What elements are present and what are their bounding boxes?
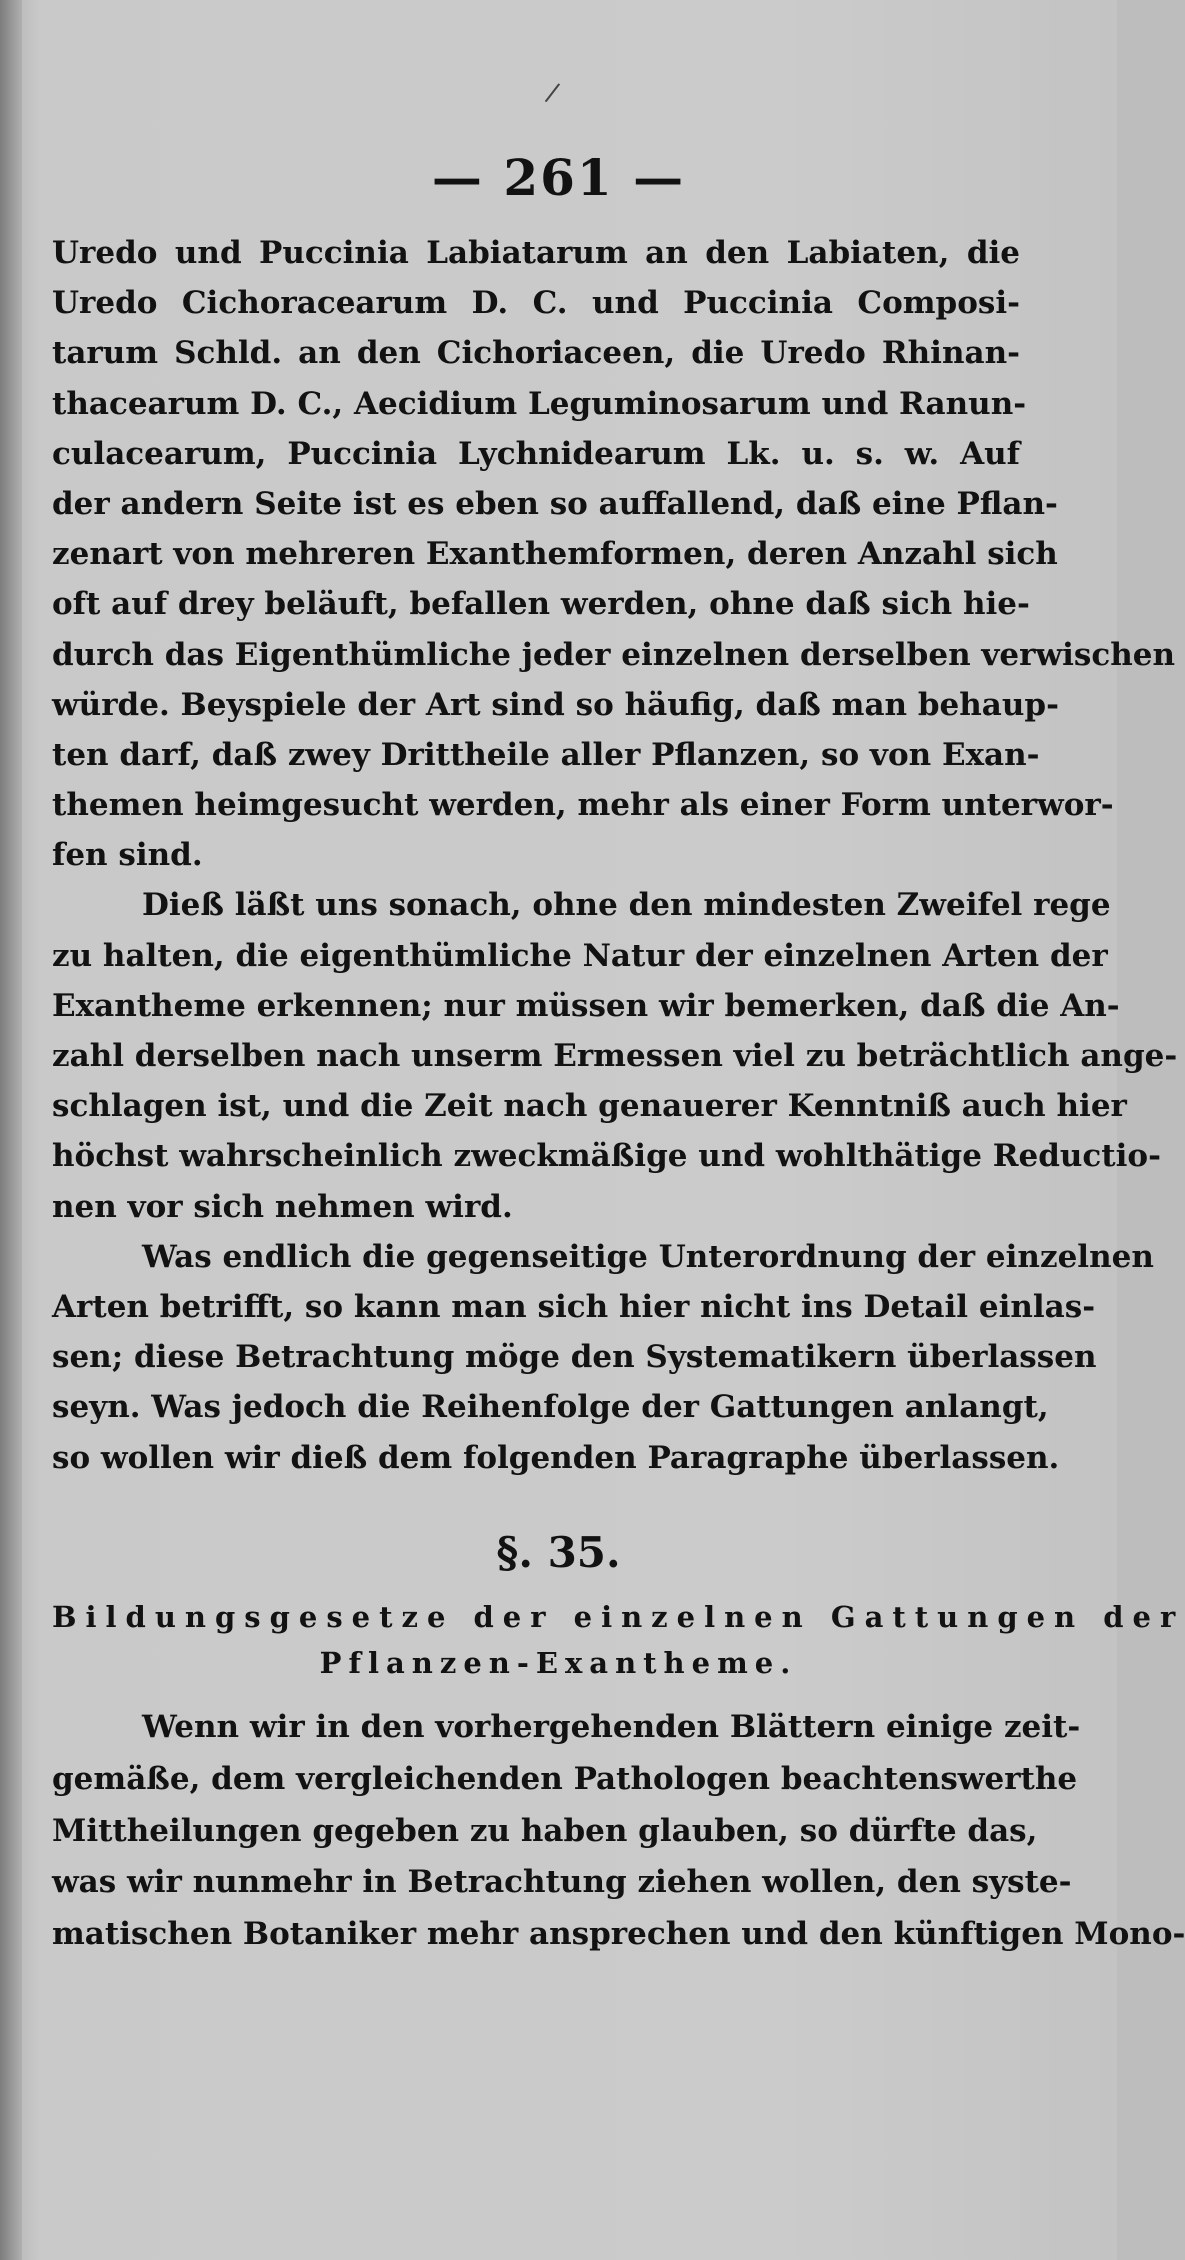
text-line: höchst wahrscheinlich zweckmäßige und wohlthätige Reductio-	[52, 1138, 1161, 1175]
stray-ink-mark: /	[543, 77, 562, 109]
text-line: oft auf drey beläuft, befallen werden, ohne daß sich hie-	[52, 586, 1030, 623]
text-line: fen sind.	[52, 837, 203, 874]
text-line: nen vor sich nehmen wird.	[52, 1188, 513, 1225]
text-line: Exantheme erkennen; nur müssen wir bemerken, daß die An-	[52, 987, 1120, 1024]
text-line: ten darf, daß zwey Drittheile aller Pflanzen, so von Exan-	[52, 736, 1040, 773]
text-line: zu halten, die eigenthümliche Natur der einzelnen Arten der	[52, 937, 1108, 974]
page-gutter-shadow	[0, 0, 22, 2260]
text-line: themen heimgesucht werden, mehr als einer Form unterwor-	[52, 787, 1114, 824]
page-number-header: — 261 —	[431, 148, 686, 207]
text-line: was wir nunmehr in Betrachtung ziehen wollen, den syste-	[52, 1864, 1072, 1901]
text-line: matischen Botaniker mehr ansprechen und den künftigen Mono-	[52, 1916, 1185, 1953]
text-line: so wollen wir dieß dem folgenden Paragraphe überlassen.	[52, 1439, 1060, 1476]
text-line: Uredo Cichoracearum D. C. und Puccinia Composi-	[52, 285, 1020, 322]
text-line: Wenn wir in den vorhergehenden Blättern einige zeit-	[142, 1709, 1081, 1745]
text-line: tarum Schld. an den Cichoriaceen, die Uredo Rhinan-	[52, 335, 1020, 372]
text-line: durch das Eigenthümliche jeder einzelnen derselben verwischen	[52, 636, 1176, 673]
text-line: Uredo und Puccinia Labiatarum an den Labiaten, die	[52, 235, 1020, 271]
text-line: seyn. Was jedoch die Reihenfolge der Gattungen anlangt,	[52, 1389, 1049, 1426]
text-line: Was endlich die gegenseitige Unterordnung der einzelnen	[142, 1238, 1154, 1275]
text-line: culacearum, Puccinia Lychnidearum Lk. u. s. w. Auf	[52, 435, 1020, 472]
text-line: Dieß läßt uns sonach, ohne den mindesten Zweifel rege	[142, 887, 1111, 924]
text-line: sen; diese Betrachtung möge den Systematikern überlassen	[52, 1339, 1097, 1376]
main-text-block	[52, 228, 1178, 1483]
text-line: der andern Seite ist es eben so auffallend, daß eine Pflan-	[52, 485, 1058, 522]
text-line: Arten betrifft, so kann man sich hier nicht ins Detail einlas-	[52, 1288, 1096, 1325]
text-line: würde. Beyspiele der Art sind so häufig, daß man behaup-	[52, 686, 1059, 723]
text-line: zahl derselben nach unserm Ermessen viel zu beträchtlich ange-	[52, 1038, 1178, 1074]
section-subtitle-line-1: Bildungsgesetze der einzelnen Gattungen der	[52, 1600, 1185, 1634]
text-line: gemäße, dem vergleichenden Pathologen beachtenswerthe	[52, 1760, 1078, 1797]
section-heading: §. 35.	[496, 1528, 621, 1577]
text-line: schlagen ist, und die Zeit nach genauerer Kenntniß auch hier	[52, 1088, 1127, 1125]
final-text-block	[52, 1702, 1185, 1961]
text-line: Mittheilungen gegeben zu haben glauben, so dürfte das,	[52, 1812, 1038, 1849]
text-line: thacearum D. C., Aecidium Leguminosarum und Ranun-	[52, 385, 1027, 422]
section-subtitle-line-2: Pflanzen-Exantheme.	[319, 1646, 798, 1680]
text-line: zenart von mehreren Exanthemformen, deren Anzahl sich	[52, 536, 1058, 573]
